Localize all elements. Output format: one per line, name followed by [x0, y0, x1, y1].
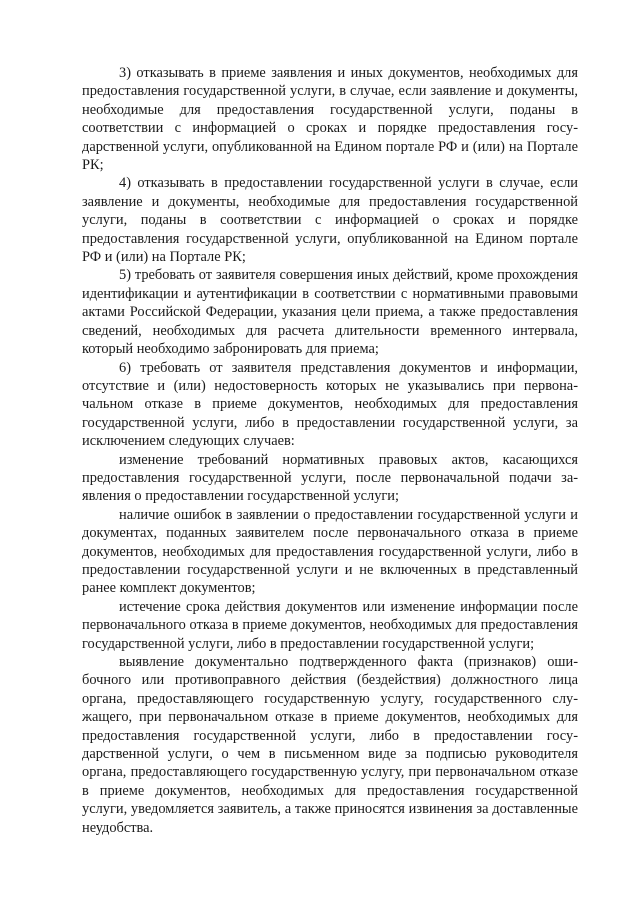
paragraph-item-3: 3) отказывать в приеме заявления и иных документов, необходимых для предоставления государственной услуги, в случае, если заявление и документы, необходимые для предоставления государственной услуги, поданы в соответствии с информацией о сроках и порядке предоставления государственной услуги, опубликованной на Едином портале РФ и (или) на Портале РК;	[82, 65, 578, 174]
paragraph-item-6: 6) требовать от заявителя представления документов и информации, отсутствие и (или) недостоверность которых не указывались при первоначальном отказе в приеме документов, необходимых для предоставления государственной услуги, либо в предоставлении государственной услуги, за исключением следующих случаев:	[82, 359, 578, 450]
paragraph-item-5: 5) требовать от заявителя совершения иных действий, кроме прохождения идентификации и аутентификации в соответствии с нормативными правовыми актами Российской Федерации, указания цели приема, а также предоставления сведений, необходимых для расчета длительности временного интервала, который необходимо забронировать для приема;	[82, 267, 578, 358]
document-body	[82, 64, 578, 837]
exception-paragraph-application-errors: наличие ошибок в заявлении о предоставлении государственной услуги и документах, поданных заявителем после первоначального отказа в приеме документов, необходимых для предоставления государственной услуги, либо в предоставлении государственной услуги и не включенных в представленный ранее комплект документов;	[82, 506, 578, 597]
exception-paragraph-regulation-change: изменение требований нормативных правовых актов, касающихся предоставления государственной услуги, после первоначальной подачи заявления о предоставлении государственной услуги;	[82, 451, 578, 505]
exception-paragraph-document-expiry: истечение срока действия документов или изменение информации после первоначального отказа в приеме документов, необходимых для предоставления государственной услуги, либо в предоставлении государственной услуги;	[82, 598, 578, 652]
paragraph-item-4: 4) отказывать в предоставлении государственной услуги в случае, если заявление и документы, необходимые для предоставления государственной услуги, поданы в соответствии с информацией о сроках и порядке предоставления государственной услуги, опубликованной на Едином портале РФ и (или) на Портале РК;	[82, 175, 578, 266]
exception-paragraph-official-misconduct: выявление документально подтвержденного факта (признаков) ошибочного или противоправного действия (бездействия) должностного лица органа, предоставляющего государственную услугу, государственного служащего, при первоначальном отказе в приеме документов, необходимых для предоставления государственной услуги, либо в предоставлении государственной услуги, о чем в письменном виде за подписью руководителя органа, предоставляющего государственную услугу, при первоначальном отказе в приеме документов, необходимых для предоставления государственной услуги, уведомляется заявитель, а также приносятся извинения за доставленные неудобства.	[82, 654, 578, 836]
